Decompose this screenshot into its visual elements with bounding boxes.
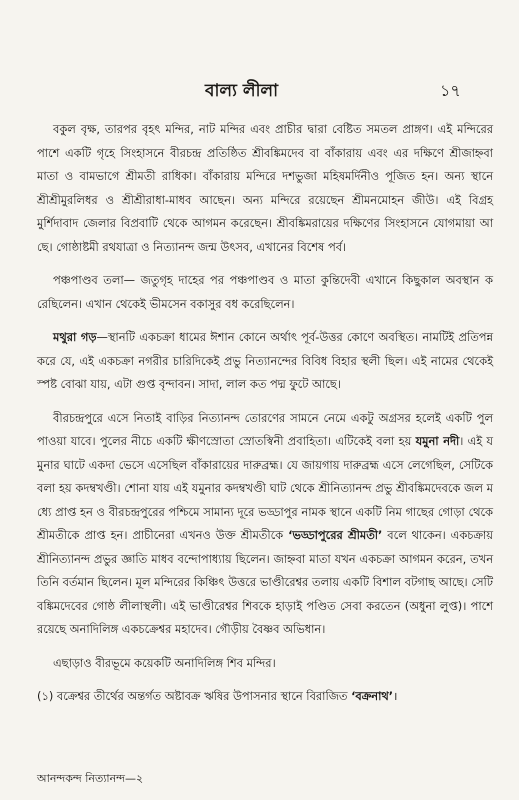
paragraph-text: বীরচন্দ্রপুরে এসে নিতাই বাড়ির নিত্যানন্দ তোরণের সামনে নেমে একটু অগ্রসর হলেই একটি পুল পাওয়া যাবে। পুলের নীচে একটি ক্ষীণস্রোতা স্রোতস্বিনী প্রবাহিতা। এটিকেই বলা হয় bbox=[37, 410, 493, 448]
paragraph-text: । bbox=[393, 689, 398, 703]
page-footer: আনন্দকন্দ নিত্যানন্দ—২ bbox=[37, 772, 144, 785]
paragraph-text: বলে থাকেন। একচক্রায় শ্রীনিত্যানন্দ প্রভুর জ্ঞাতি মাধব বন্দোপাধ্যায় ছিলেন। জাহ্নবা মাতা যখন একচক্রা আগমন করেন, তখন তিনি বর্তমান ছিলেন। মূল মন্দিরের কিঞ্চিৎ উত্তরে ভাণ্ডীরেশ্বর তলায় একটি বিশাল বটগাছ আছে। সেটি বঙ্কিমদেবের গোষ্ঠ লীলাস্থলী। এই ভাণ্ডীরেশ্বর শিবকে হাড়াই পণ্ডিত সেবা করতেন (অধুনা লুপ্ত)। পাশে রয়েছে অনাদিলিঙ্গ একচক্রেশ্বর মহাদেব। গৌড়ীয় বৈষ্ণব অভিধান। bbox=[37, 528, 493, 636]
paragraph-text: —স্থানটি একচক্রা ধামের ঈশান কোনে অর্থাৎ পূর্ব-উত্তর কোণে অবস্থিত। নামটিই প্রতিপন্ন করে যে, এই একচক্রা নগরীর চারিদিকেই প্রভু নিত্যানন্দের বিবিধ বিহার স্থলী ছিল। এই নামের থেকেই স্পষ্ট বোঝা যায়, এটা গুপ্ত বৃন্দাবন। সাদা, লাল কত পদ্ম ফুটে আছে। bbox=[37, 330, 494, 391]
paragraph-text: (১) বক্রেশ্বর তীর্থের অন্তর্গত অষ্টাবক্র ঋষির উপাসনার স্থানে বিরাজিত bbox=[37, 689, 352, 703]
bold-phrase: ‘বক্রনাথ’ bbox=[351, 689, 394, 703]
bold-phrase: যমুনা নদী bbox=[415, 434, 460, 448]
body-paragraph bbox=[37, 652, 493, 676]
paragraph-text: । এই যমুনার ঘাটে একদা ভেসে এসেছিল বাঁকারায়ের দারুব্রহ্ম। যে জায়গায় দারুব্রহ্ম এসে লেগেছিল, সেটিকে বলা হয় কদম্বখণ্ডী। শোনা যায় এই যমুনার কদম্বখণ্ডী ঘাট থেকে শ্রীনিত্যানন্দ প্রভু শ্রীবঙ্কিমদেবকে জল মধ্যে প্রাপ্ত হন ও বীরচন্দ্রপুরের পশ্চিমে সামান্য দূরে ভড্ডাপুর নামক স্থানে একটি নিম গাছের গোড়া থেকে শ্রীমতীকে প্রাপ্ত হন। প্রাচীনেরা এখনও উক্ত শ্রীমতীকে bbox=[37, 434, 493, 542]
paragraph-text: বকুল বৃক্ষ, তারপর বৃহৎ মন্দির, নাট মন্দির এবং প্রাচীর দ্বারা বেষ্টিত সমতল প্রাঙ্গণ। এই মন্দিরের পাশে একটি গৃহে সিংহাসনে বীরচন্দ্র প্রতিষ্ঠিত শ্রীবঙ্কিমদেব বা বাঁকারায় এবং এর দক্ষিণে শ্রীজাহ্নবা মাতা ও বামভাগে শ্রীমতী রাধিকা। বাঁকারায় মন্দিরে দশভুজা মহিষমর্দিনীও পূজিত হন। অন্য স্থানে শ্রীশ্রীমুরলিধর ও শ্রীশ্রীরাধা-মাধব আছেন। অন্য মন্দিরে রয়েছেন শ্রীমনমোহন জীউ। এই বিগ্রহ মুর্শিদাবাদ জেলার বিপ্রবাটি থেকে আগমন করেছেন। শ্রীবঙ্কিমরায়ের দক্ষিণের সিংহাসনে যোগমায়া আছে। গোষ্ঠাষ্টমী রথযাত্রা ও নিত্যানন্দ জন্ম উৎসব, এখানের বিশেষ পর্ব। bbox=[37, 122, 493, 254]
chapter-title: বাল্য লীলা bbox=[205, 81, 279, 101]
page-header bbox=[0, 78, 519, 104]
page-body bbox=[37, 118, 493, 719]
page-number: ১৭ bbox=[440, 81, 461, 100]
paragraph-text: এছাড়াও বীরভূমে কয়েকটি অনাদিলিঙ্গ শিব মন্দির। bbox=[53, 655, 276, 670]
body-paragraph bbox=[37, 407, 493, 642]
body-paragraph bbox=[37, 685, 493, 709]
body-paragraph bbox=[37, 118, 493, 259]
paragraph-text: পঞ্চপাণ্ডব তলা— জতুগৃহ দাহের পর পঞ্চপাণ্ডব ও মাতা কুন্তিদেবী এখানে কিছুকাল অবস্থান করেছিলেন। এখান থেকেই ভীমসেন বকাসুর বধ করেছিলেন। bbox=[37, 273, 493, 311]
bold-phrase: ‘ভড্ডাপুরের শ্রীমতী’ bbox=[288, 528, 383, 542]
body-paragraph bbox=[37, 326, 493, 397]
body-paragraph bbox=[37, 269, 493, 316]
bold-phrase: মথুরা গড় bbox=[53, 330, 97, 344]
